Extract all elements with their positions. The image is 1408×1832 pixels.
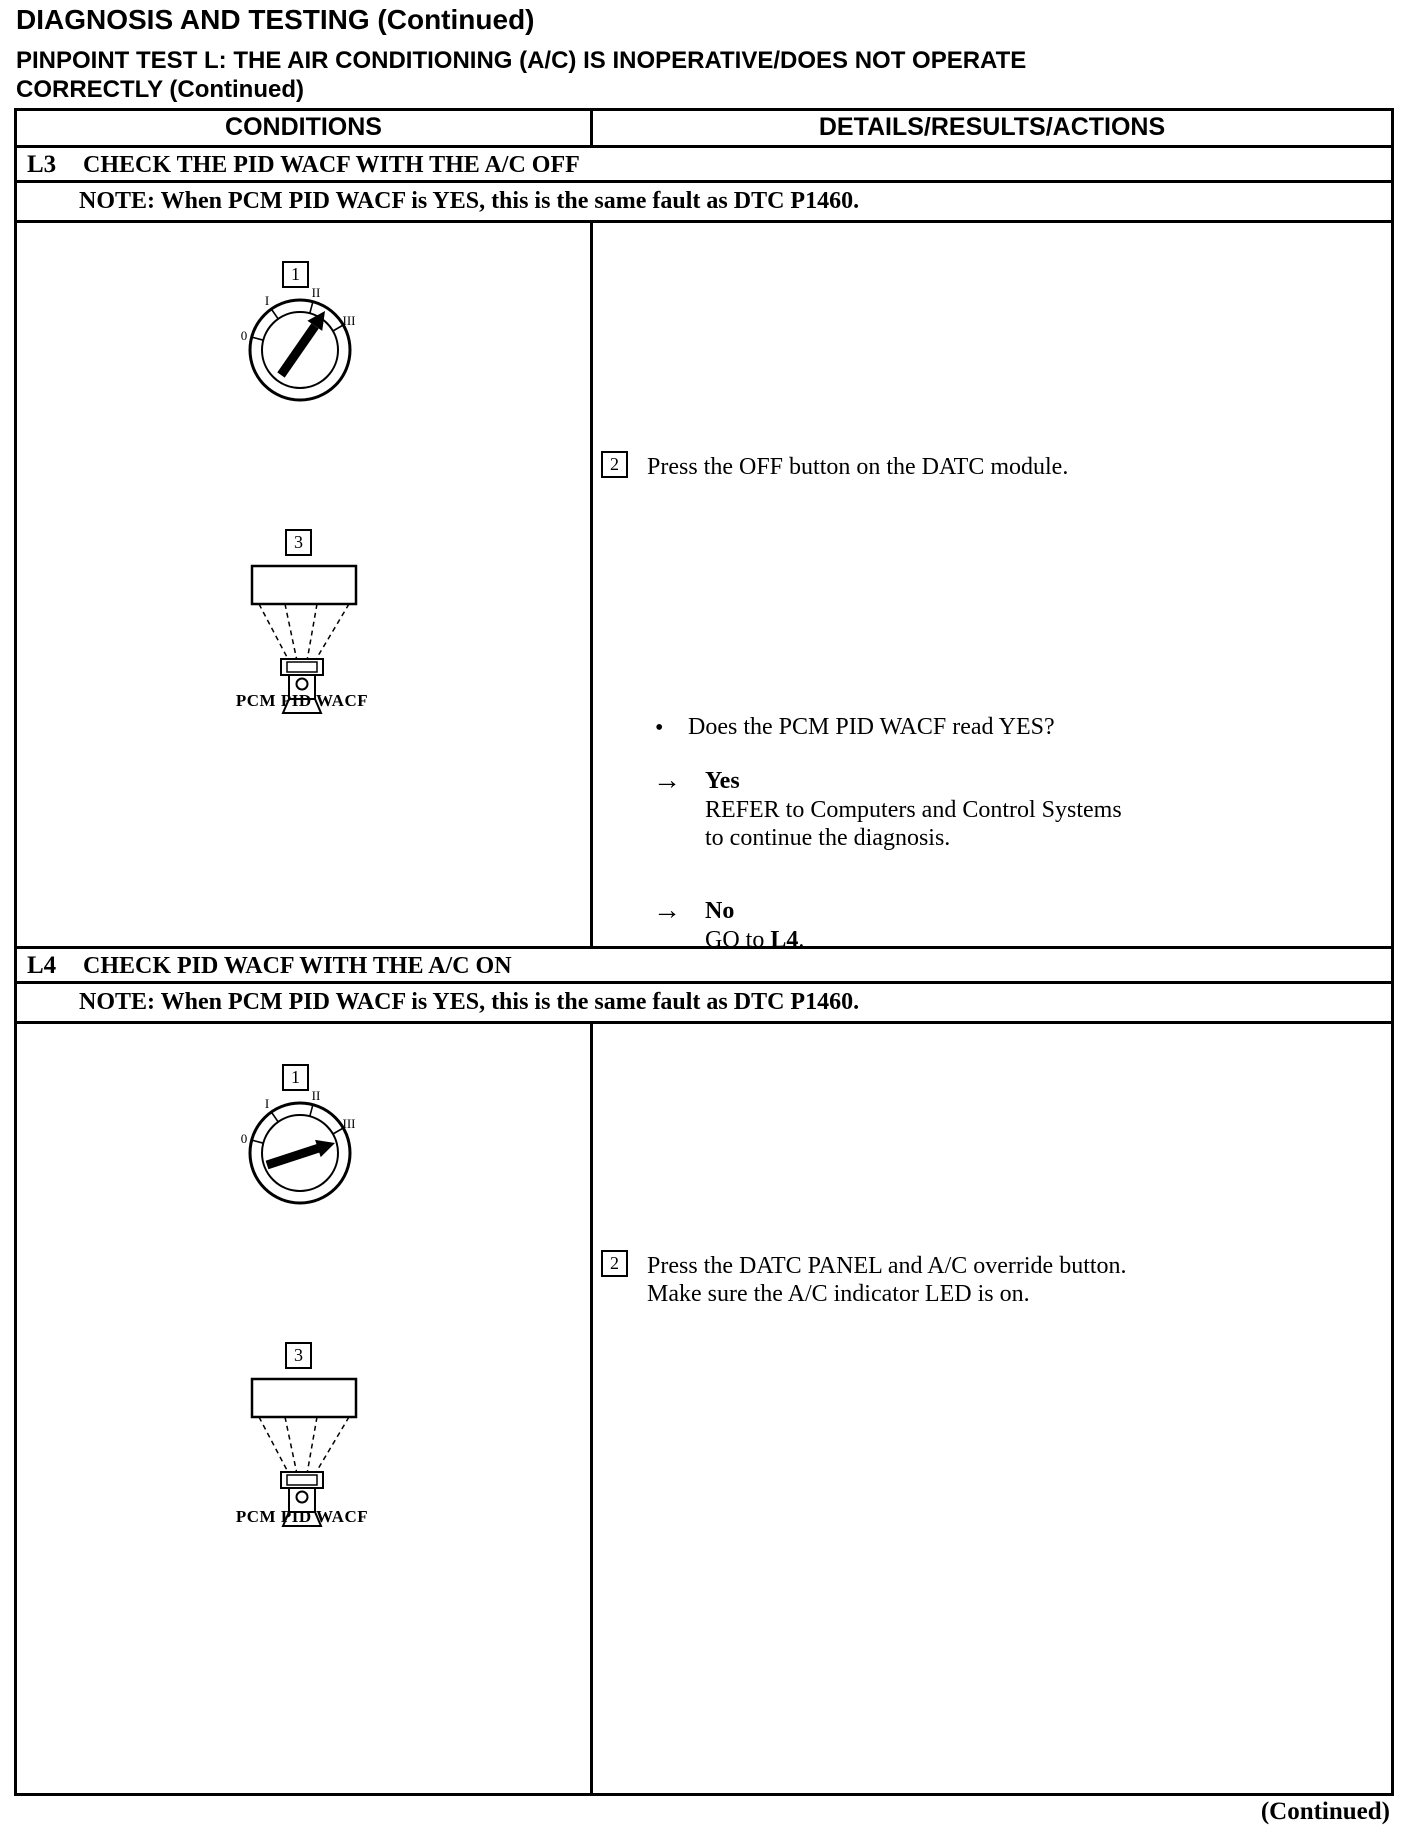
step-title-l4: CHECK PID WACF WITH THE A/C ON	[83, 953, 512, 979]
figure-caption-l3: PCM PID WACF	[235, 691, 369, 710]
note-text-l3: When PCM PID WACF is YES, this is the same fault as DTC P1460.	[160, 188, 860, 214]
step-id-l4: L4	[27, 952, 57, 979]
no-action-prefix: GO to	[705, 927, 771, 953]
details-cell-l3	[593, 223, 1391, 953]
page-title: DIAGNOSIS AND TESTING (Continued)	[16, 4, 535, 35]
ignition-position-3: III	[342, 313, 356, 328]
callout-1-box-l4: 1	[282, 1064, 309, 1091]
column-header-details: DETAILS/RESULTS/ACTIONS	[818, 113, 1166, 141]
no-label-l3: No	[705, 898, 735, 924]
action-2-line2-l4: Make sure the A/C indicator LED is on.	[647, 1281, 1030, 1307]
callout-1-box-l3: 1	[282, 261, 309, 288]
note-label-l4: NOTE:	[79, 989, 156, 1015]
yes-label-l3: Yes	[705, 768, 740, 794]
content-row-l4	[17, 1024, 1391, 1793]
step-row-l3	[17, 148, 1391, 183]
note-label-l3: NOTE:	[79, 188, 156, 214]
ignition-position-0: 0	[240, 328, 248, 343]
question-text-l3: Does the PCM PID WACF read YES?	[688, 714, 1055, 740]
details-cell-l4	[593, 1024, 1391, 1793]
action-2-text-l3: Press the OFF button on the DATC module.	[647, 454, 1069, 480]
no-action-suffix: .	[798, 927, 805, 953]
no-result-arrow-l3: →	[653, 895, 681, 926]
callout-3-box-l3: 3	[285, 529, 312, 556]
ignition-position-1: I	[264, 1096, 270, 1111]
no-action-target-step: L4	[770, 927, 799, 953]
ignition-switch-illustration-l4	[235, 1088, 365, 1213]
ignition-position-3: III	[342, 1116, 356, 1131]
note-row-l4	[17, 984, 1391, 1024]
pinpoint-test-subtitle	[16, 46, 1026, 104]
table-header-row	[17, 111, 1391, 148]
action-2-box-l3: 2	[601, 451, 628, 478]
yes-action-line2-l3: to continue the diagnosis.	[705, 825, 951, 851]
footer-continued-label: (Continued)	[1260, 1798, 1390, 1825]
action-2-line1-l4: Press the DATC PANEL and A/C override button.	[647, 1253, 1127, 1279]
yes-action-line1-l3: REFER to Computers and Control Systems	[705, 797, 1122, 823]
ignition-switch-illustration-l3	[235, 285, 365, 410]
note-row-l3	[17, 183, 1391, 223]
ignition-position-1: I	[264, 293, 270, 308]
question-bullet-l3: •	[655, 715, 664, 741]
conditions-cell-l4	[17, 1024, 593, 1793]
subtitle-line-1: PINPOINT TEST L: THE AIR CONDITIONING (A/C) IS INOPERATIVE/DOES NOT OPERATE	[16, 47, 1027, 74]
content-row-l3	[17, 223, 1391, 953]
ignition-position-2: II	[311, 1088, 321, 1103]
subtitle-line-2: CORRECTLY (Continued)	[16, 76, 304, 103]
ignition-position-2: II	[311, 285, 321, 300]
step-row-l4	[17, 949, 1391, 984]
figure-caption-l4: PCM PID WACF	[235, 1507, 369, 1526]
yes-result-arrow-l3: →	[653, 765, 681, 796]
note-text-l4: When PCM PID WACF is YES, this is the same fault as DTC P1460.	[160, 989, 860, 1015]
step-title-l3: CHECK THE PID WACF WITH THE A/C OFF	[83, 152, 580, 178]
action-2-box-l4: 2	[601, 1250, 628, 1277]
ignition-position-0: 0	[240, 1131, 248, 1146]
step-id-l3: L3	[27, 151, 57, 178]
key-arrow-icon	[267, 1148, 319, 1165]
column-header-conditions: CONDITIONS	[17, 111, 593, 145]
pinpoint-test-table	[14, 108, 1394, 1796]
callout-3-box-l4: 3	[285, 1342, 312, 1369]
key-arrow-icon	[281, 326, 315, 375]
conditions-cell-l3	[17, 223, 593, 946]
